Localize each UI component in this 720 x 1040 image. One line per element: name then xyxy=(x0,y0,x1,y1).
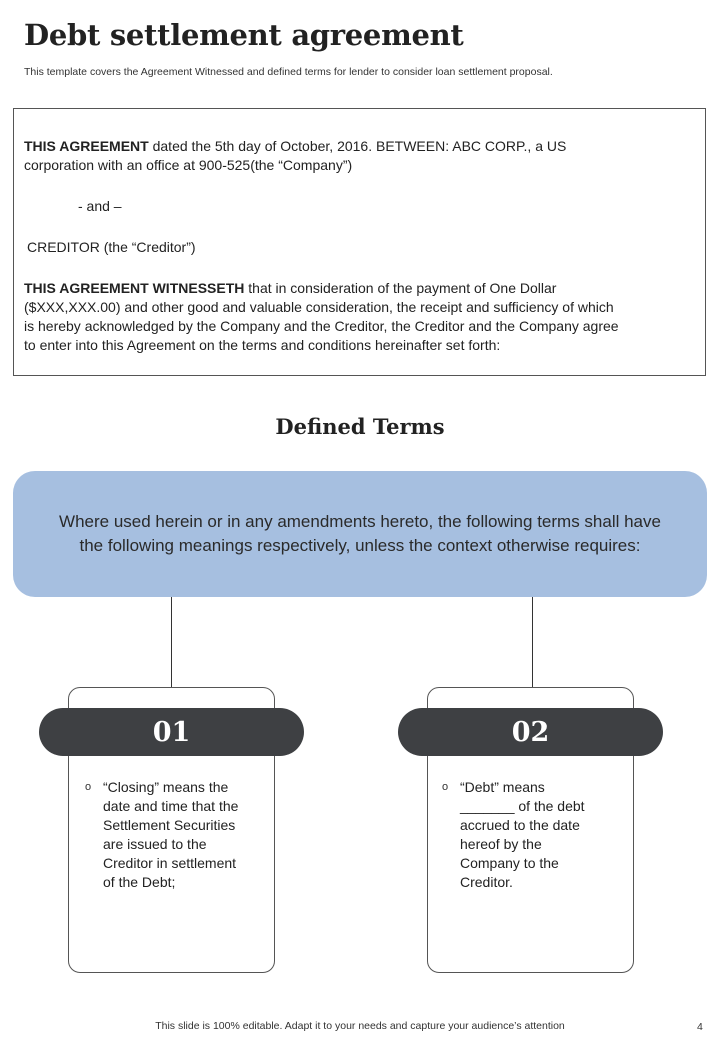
term-line: _______ of the debt xyxy=(460,798,585,814)
term-number-pill-02 xyxy=(398,708,663,756)
term-line: are issued to the xyxy=(103,836,207,852)
term-line: hereof by the xyxy=(460,836,542,852)
term-number: 01 xyxy=(152,716,191,748)
term-line: Company to the xyxy=(460,855,559,871)
term-line: accrued to the date xyxy=(460,817,580,833)
agreement-paragraph-1 xyxy=(24,137,664,175)
defined-terms-intro-card xyxy=(13,471,707,597)
connector-line-2 xyxy=(532,597,533,691)
agreement-text: that in consideration of the payment of One Dollar xyxy=(244,280,557,296)
term-line: Creditor. xyxy=(460,874,513,890)
term-number-pill-01 xyxy=(39,708,304,756)
term-definition-02 xyxy=(460,778,585,892)
term-line: “Closing” means the xyxy=(103,779,229,795)
agreement-text: is hereby acknowledged by the Company and the Creditor, the Creditor and the Company agree xyxy=(24,318,619,334)
agreement-bold-lead: THIS AGREEMENT xyxy=(24,138,149,154)
page-number: 4 xyxy=(697,1021,703,1033)
bullet-icon: o xyxy=(85,781,92,793)
intro-line-1: Where used herein or in any amendments hereto, the following terms shall have xyxy=(59,512,661,531)
page-subtitle: This template covers the Agreement Witnessed and defined terms for lender to consider loan settlement proposal. xyxy=(24,66,553,78)
agreement-paragraph-2 xyxy=(24,279,664,355)
term-definition-01 xyxy=(103,778,238,892)
defined-terms-intro-text xyxy=(59,510,661,558)
term-number: 02 xyxy=(511,716,550,748)
agreement-text: dated the 5th day of October, 2016. BETWEEN: ABC CORP., a US xyxy=(148,138,567,154)
term-line: date and time that the xyxy=(103,798,239,814)
term-line: “Debt” means xyxy=(460,779,545,795)
footer-note: This slide is 100% editable. Adapt it to your needs and capture your audience’s attention xyxy=(155,1020,565,1032)
intro-line-2: the following meanings respectively, unless the context otherwise requires: xyxy=(79,536,641,555)
connector-line-1 xyxy=(171,597,172,691)
and-separator: - and – xyxy=(78,198,122,214)
term-line: Creditor in settlement xyxy=(103,855,237,871)
agreement-box xyxy=(13,108,706,376)
creditor-line: CREDITOR (the “Creditor”) xyxy=(27,239,196,255)
defined-terms-title: Defined Terms xyxy=(275,414,445,439)
term-line: of the Debt; xyxy=(103,874,176,890)
term-line: Settlement Securities xyxy=(103,817,236,833)
agreement-text: ($XXX,XXX.00) and other good and valuable consideration, the receipt and sufficiency of which xyxy=(24,299,614,315)
agreement-text: corporation with an office at 900-525(the “Company”) xyxy=(24,157,353,173)
agreement-text: to enter into this Agreement on the terms and conditions hereinafter set forth: xyxy=(24,337,501,353)
page-title: Debt settlement agreement xyxy=(24,18,464,52)
bullet-icon: o xyxy=(442,781,449,793)
witnesseth-bold-lead: THIS AGREEMENT WITNESSETH xyxy=(24,280,245,296)
